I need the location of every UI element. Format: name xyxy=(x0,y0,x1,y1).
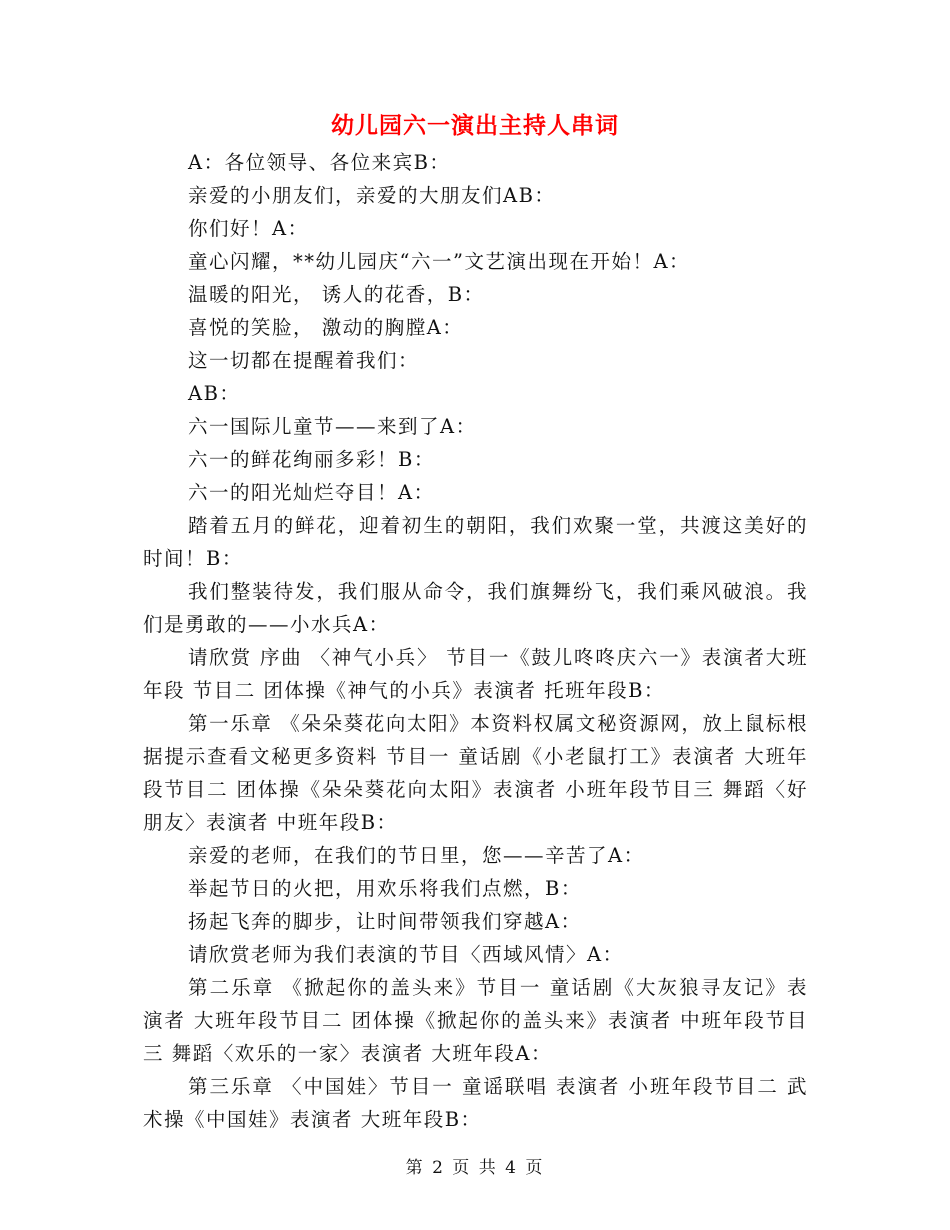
paragraph: 第二乐章 《掀起你的盖头来》节目一 童话剧《大灰狼寻友记》表演者 大班年段节目二 团体操《掀起你的盖头来》表演者 中班年段节目三 舞蹈〈欢乐的一家〉表演者 大班年段A： xyxy=(143,976,808,1065)
paragraph: 第三乐章 〈中国娃〉节目一 童谣联唱 表演者 小班年段节目二 武术操《中国娃》表演者 大班年段B： xyxy=(143,1075,808,1131)
paragraph: 扬起飞奔的脚步，让时间带领我们穿越A： xyxy=(188,910,582,933)
paragraph: 我们整装待发，我们服从命令，我们旗舞纷飞，我们乘风破浪。我们是勇敢的——小水兵A： xyxy=(143,580,808,636)
paragraph: AB： xyxy=(188,382,241,405)
document-title: 幼儿园六一演出主持人串词 xyxy=(331,112,619,139)
paragraph: 请欣赏 序曲 〈神气小兵〉 节目一《鼓儿咚咚庆六一》表演者大班年段 节目二 团体操《神气的小兵》表演者 托班年段B： xyxy=(143,646,808,702)
paragraph: 六一的鲜花绚丽多彩！B： xyxy=(188,448,435,471)
paragraph: 你们好！A： xyxy=(188,217,309,240)
paragraph: 六一的阳光灿烂夺目！A： xyxy=(188,481,435,504)
page-number-footer: 第 2 页 共 4 页 xyxy=(405,1158,545,1178)
paragraph: 第一乐章 《朵朵葵花向太阳》本资料权属文秘资源网，放上鼠标根据提示查看文秘更多资料 节目一 童话剧《小老鼠打工》表演者 大班年段节目二 团体操《朵朵葵花向太阳》表演者 小班年段节目三 舞蹈〈好朋友〉表演者 中班年段B： xyxy=(143,712,808,834)
paragraph: 举起节日的火把，用欢乐将我们点燃，B： xyxy=(188,877,582,900)
document-body xyxy=(143,146,808,1136)
paragraph: 温暖的阳光， 诱人的花香，B： xyxy=(188,283,485,306)
paragraph: 请欣赏老师为我们表演的节目〈西域风情〉A： xyxy=(188,943,624,966)
paragraph: 亲爱的小朋友们，亲爱的大朋友们AB： xyxy=(188,184,556,207)
paragraph: 喜悦的笑脸， 激动的胸膛A： xyxy=(188,316,464,339)
paragraph: A：各位领导、各位来宾B： xyxy=(188,151,451,174)
paragraph: 亲爱的老师，在我们的节日里，您——辛苦了A： xyxy=(188,844,645,867)
paragraph: 童心闪耀，**幼儿园庆“六一”文艺演出现在开始！A： xyxy=(188,250,691,273)
paragraph: 六一国际儿童节——来到了A： xyxy=(188,415,477,438)
paragraph: 踏着五月的鲜花，迎着初生的朝阳，我们欢聚一堂，共渡这美好的时间！B： xyxy=(143,514,808,570)
paragraph: 这一切都在提醒着我们： xyxy=(188,349,420,372)
